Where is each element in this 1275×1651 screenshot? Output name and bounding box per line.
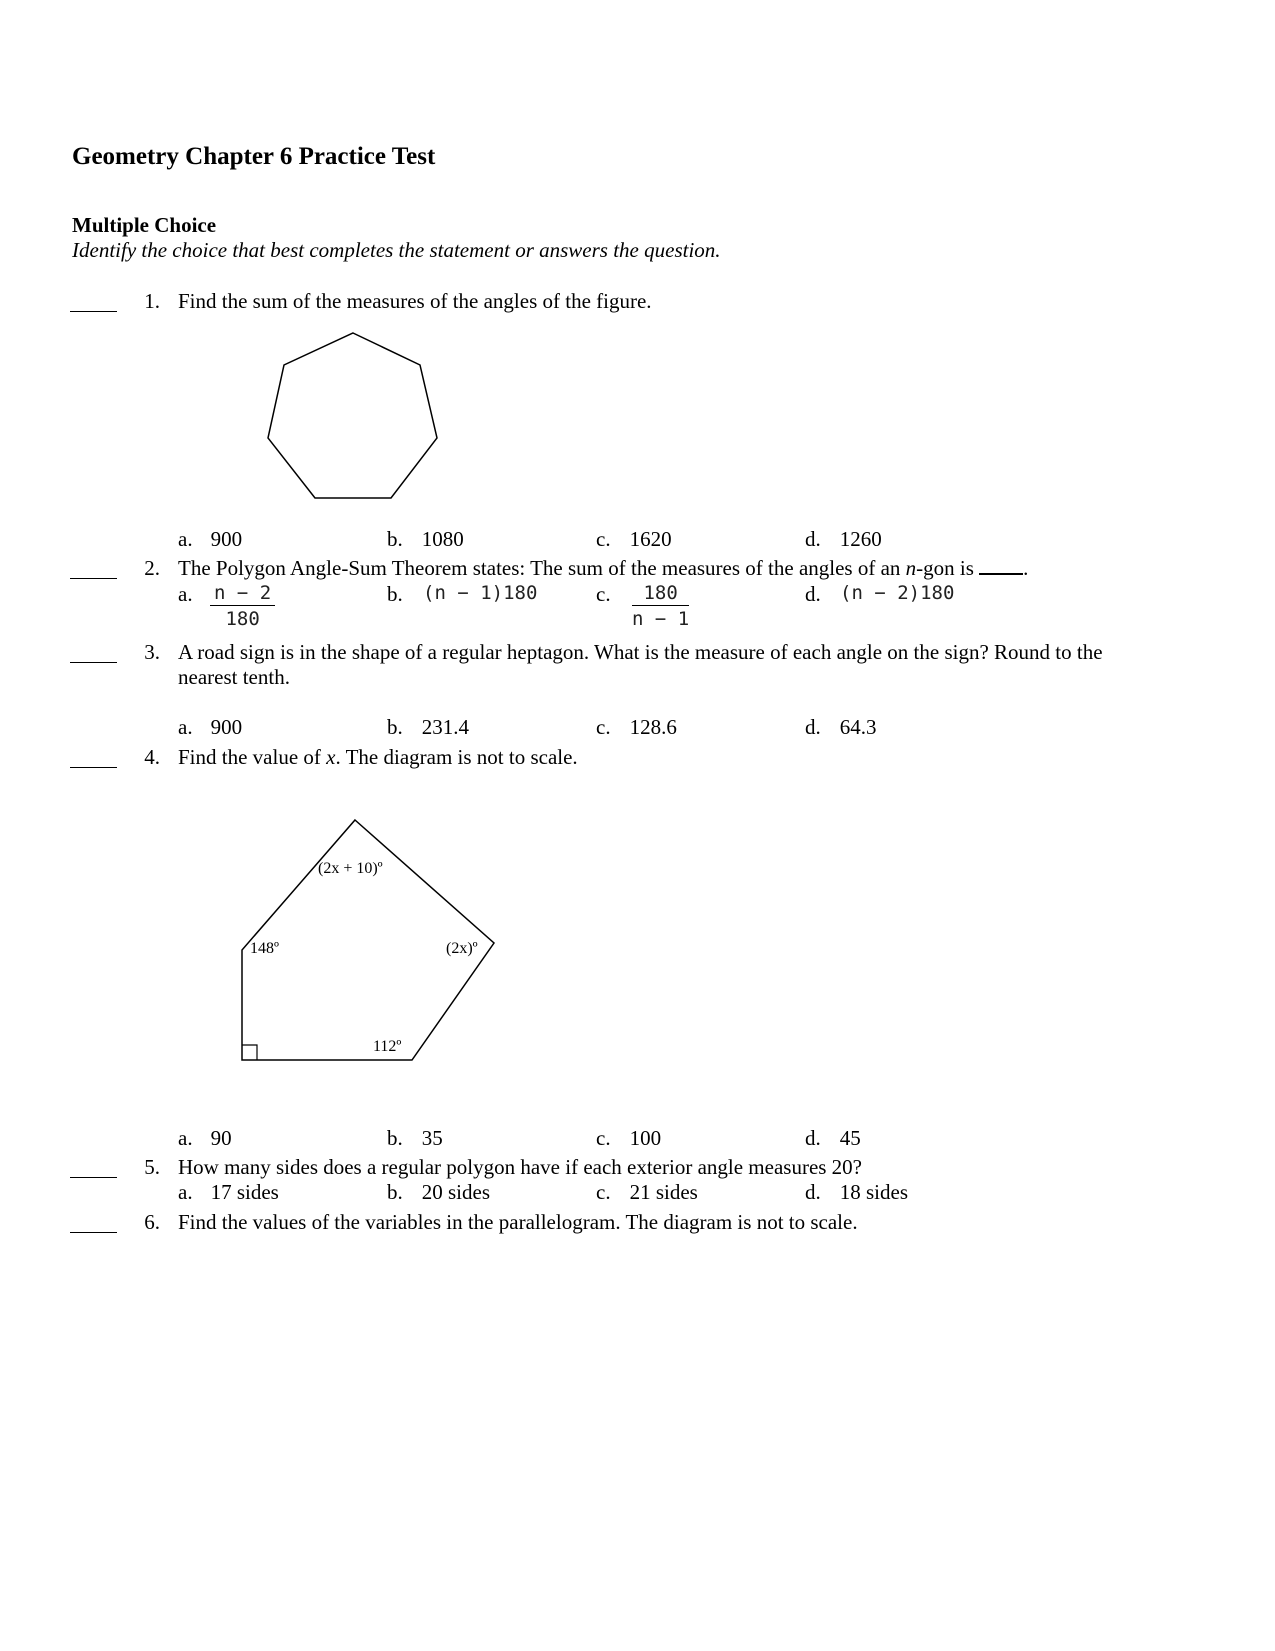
answer-blank[interactable] <box>70 767 117 768</box>
choice-d[interactable]: d. 64.3 <box>805 715 877 739</box>
choice-a[interactable]: a. 900 <box>178 527 243 551</box>
choice-b-letter[interactable]: b. <box>387 582 403 606</box>
instructions: Identify the choice that best completes the statement or answers the question. <box>72 238 721 262</box>
angle-label-top: (2x + 10)º <box>318 860 383 877</box>
question-number: 6. <box>144 1210 160 1234</box>
right-angle-mark <box>242 1045 257 1060</box>
choice-c[interactable]: c. 128.6 <box>596 715 677 739</box>
heptagon-shape <box>268 333 437 498</box>
question-number: 3. <box>144 640 160 664</box>
question-text: The Polygon Angle-Sum Theorem states: The sum of the measures of the angles of an n-gon is . <box>178 556 1029 580</box>
angle-label-right: (2x)º <box>446 940 478 957</box>
choice-b-expression[interactable]: (n − 1)180 <box>423 582 538 604</box>
choice-c-letter[interactable]: c. <box>596 582 611 606</box>
choice-b[interactable]: b. 1080 <box>387 527 464 551</box>
question-text: How many sides does a regular polygon have if each exterior angle measures 20? <box>178 1155 863 1179</box>
choice-b[interactable]: b. 35 <box>387 1126 443 1150</box>
page-title: Geometry Chapter 6 Practice Test <box>72 143 436 170</box>
question-text: Find the value of x. The diagram is not to scale. <box>178 745 578 769</box>
choice-a[interactable]: a. 900 <box>178 715 243 739</box>
choice-c[interactable]: c. 21 sides <box>596 1180 698 1204</box>
question-number: 2. <box>144 556 160 580</box>
pentagon-diagram <box>230 810 510 1075</box>
choice-c[interactable]: c. 1620 <box>596 527 672 551</box>
choice-a-letter[interactable]: a. <box>178 582 193 606</box>
choice-d-expression[interactable]: (n − 2)180 <box>840 582 955 604</box>
question-number: 1. <box>144 289 160 313</box>
choice-b[interactable]: b. 231.4 <box>387 715 469 739</box>
choice-c[interactable]: c. 100 <box>596 1126 662 1150</box>
answer-blank[interactable] <box>70 578 117 579</box>
inline-blank <box>979 557 1023 575</box>
choice-a[interactable]: a. 90 <box>178 1126 232 1150</box>
choice-d[interactable]: d. 1260 <box>805 527 882 551</box>
answer-blank[interactable] <box>70 1177 117 1178</box>
question-number: 4. <box>144 745 160 769</box>
answer-blank[interactable] <box>70 311 117 312</box>
heptagon-figure <box>260 325 450 510</box>
choice-b[interactable]: b. 20 sides <box>387 1180 490 1204</box>
choice-d[interactable]: d. 45 <box>805 1126 861 1150</box>
question-text-line-2: nearest tenth. <box>178 665 290 689</box>
angle-label-left: 148º <box>250 940 279 957</box>
section-heading: Multiple Choice <box>72 213 217 237</box>
choice-a[interactable]: a. 17 sides <box>178 1180 279 1204</box>
question-number: 5. <box>144 1155 160 1179</box>
choice-a-fraction[interactable]: $\frac{n - 2}{180}$ <box>210 582 275 630</box>
question-text: Find the sum of the measures of the angles of the figure. <box>178 289 652 313</box>
question-text-line-1: A road sign is in the shape of a regular heptagon. What is the measure of each angle on the sign? Round to the <box>178 640 1103 664</box>
answer-blank[interactable] <box>70 1232 117 1233</box>
angle-label-bottom: 112º <box>373 1038 402 1055</box>
choice-d[interactable]: d. 18 sides <box>805 1180 908 1204</box>
choice-d-letter[interactable]: d. <box>805 582 821 606</box>
answer-blank[interactable] <box>70 662 117 663</box>
choice-c-fraction[interactable]: $\frac{180}{n - 1}$ <box>632 582 690 630</box>
question-text: Find the values of the variables in the parallelogram. The diagram is not to scale. <box>178 1210 858 1234</box>
